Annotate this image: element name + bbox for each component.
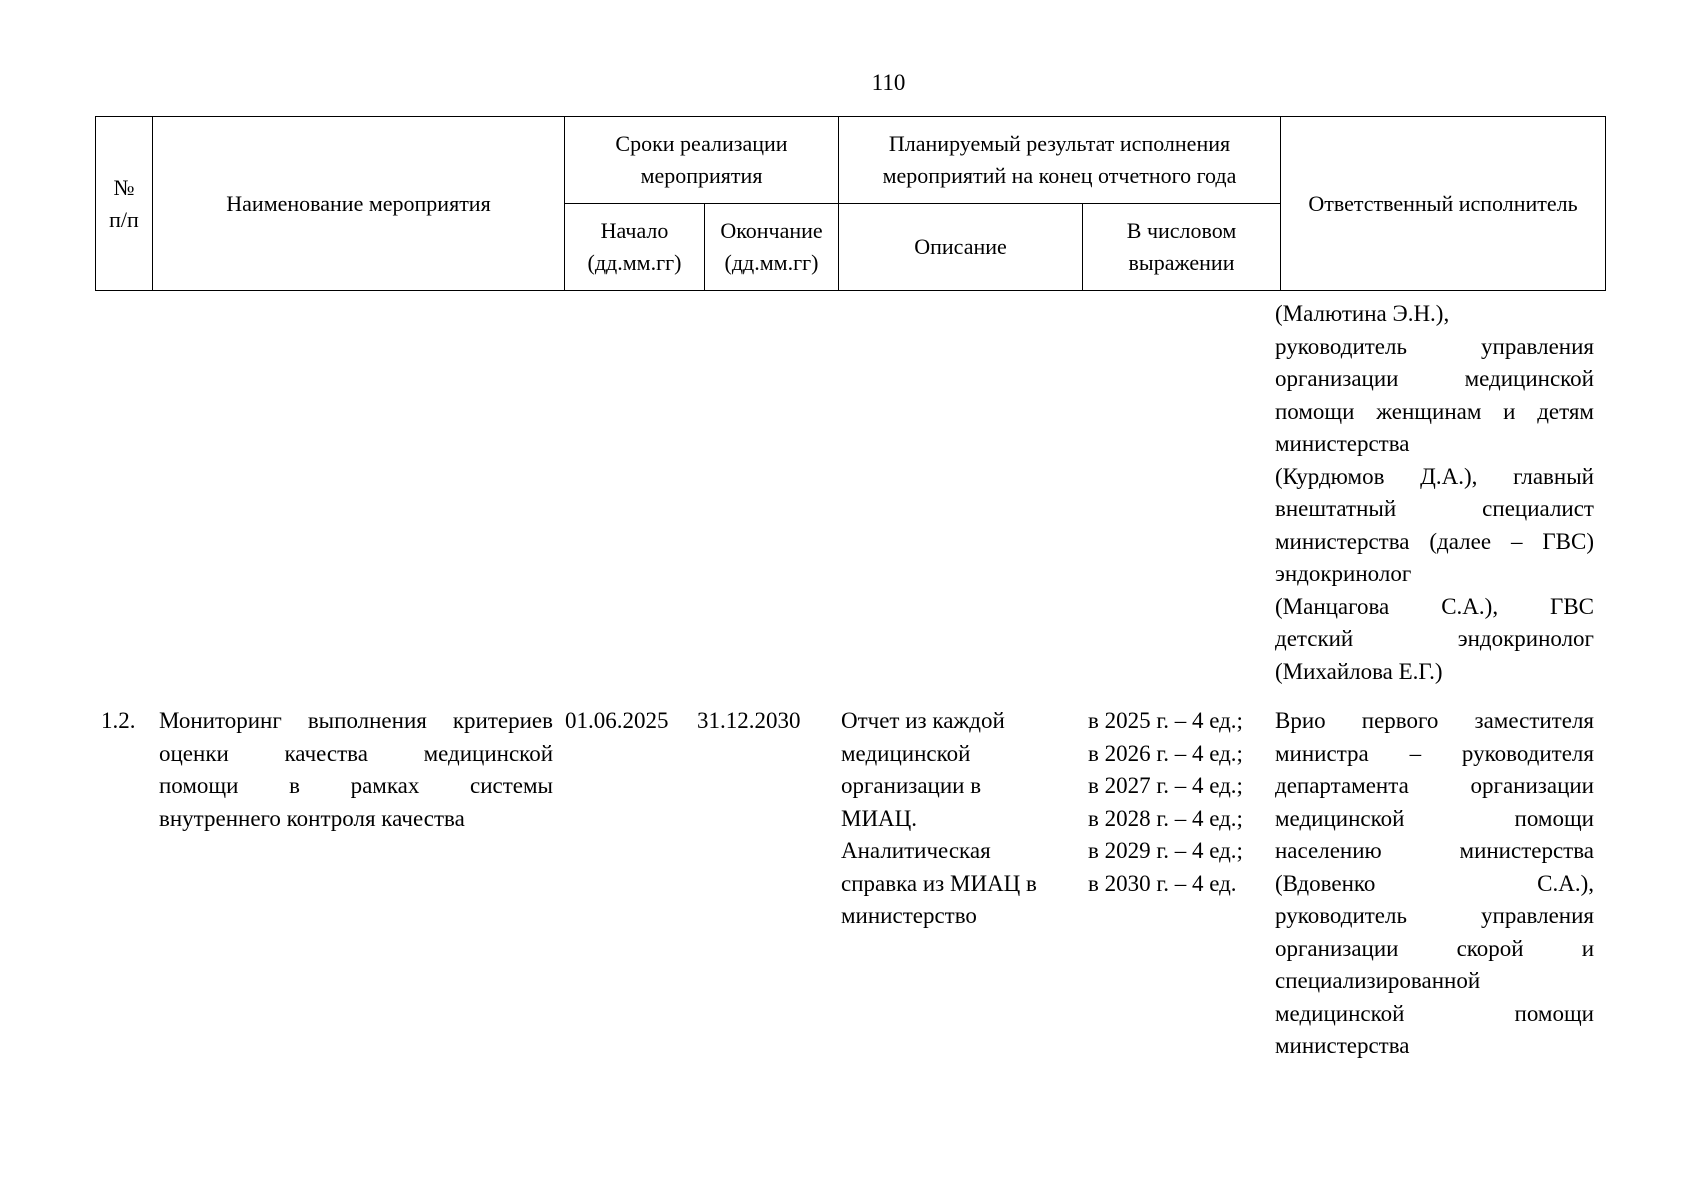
header-terms: Сроки реализации мероприятия bbox=[565, 117, 839, 204]
text-line: (Манцагова С.А.), ГВС bbox=[1275, 593, 1594, 619]
text-line: (Михайлова Е.Г.) bbox=[1275, 658, 1443, 684]
row-end-date: 31.12.2030 bbox=[697, 708, 801, 733]
text-line: детский эндокринолог bbox=[1275, 626, 1594, 651]
text-line: в 2027 г. – 4 ед.; bbox=[1088, 773, 1243, 798]
table-header bbox=[95, 116, 1606, 291]
text-line: Мониторинг выполнения критериев bbox=[159, 708, 553, 733]
text-line: медицинской bbox=[841, 740, 971, 766]
text-line: в 2028 г. – 4 ед.; bbox=[1088, 805, 1243, 831]
header-description: Описание bbox=[839, 204, 1083, 291]
text-line: в 2025 г. – 4 ед.; bbox=[1088, 708, 1243, 733]
text-line: оценки качества медицинской bbox=[159, 740, 553, 766]
row-responsible bbox=[1275, 705, 1594, 1063]
text-line: организации медицинской bbox=[1275, 366, 1594, 391]
text-line: организации в bbox=[841, 773, 982, 798]
header-start: Начало (дд.мм.гг) bbox=[565, 204, 705, 291]
text-line: организации скорой и bbox=[1275, 935, 1594, 961]
header-responsible: Ответственный исполнитель bbox=[1281, 117, 1606, 291]
text-line: в 2029 г. – 4 ед.; bbox=[1088, 838, 1243, 863]
text-line: помощи женщинам и детям bbox=[1275, 398, 1594, 424]
text-line: внутреннего контроля качества bbox=[159, 805, 465, 831]
text-line: Врио первого заместителя bbox=[1275, 708, 1594, 733]
text-line: помощи в рамках системы bbox=[159, 773, 553, 798]
header-name: Наименование мероприятия bbox=[153, 117, 565, 291]
text-line: руководитель управления bbox=[1275, 903, 1594, 928]
text-line: министерства (далее – ГВС) bbox=[1275, 528, 1594, 554]
text-line: (Вдовенко С.А.), bbox=[1275, 870, 1594, 896]
row-name bbox=[159, 705, 553, 835]
text-line: департамента организации bbox=[1275, 773, 1594, 798]
text-line: эндокринолог bbox=[1275, 561, 1412, 586]
text-line: (Малютина Э.Н.), bbox=[1275, 301, 1450, 326]
text-line: (Курдюмов Д.А.), главный bbox=[1275, 463, 1594, 489]
text-line: руководитель управления bbox=[1275, 333, 1594, 359]
text-line: справка из МИАЦ в bbox=[841, 870, 1037, 896]
text-line: внештатный специалист bbox=[1275, 496, 1594, 521]
text-line: министерства bbox=[1275, 1033, 1410, 1058]
text-line: министра – руководителя bbox=[1275, 740, 1594, 766]
text-line: МИАЦ. bbox=[841, 805, 918, 831]
text-line: в 2026 г. – 4 ед.; bbox=[1088, 740, 1243, 766]
row-numeric bbox=[1088, 705, 1268, 900]
header-numeric: В числовом выражении bbox=[1083, 204, 1281, 291]
text-line: министерства bbox=[1275, 431, 1410, 456]
text-line: министерство bbox=[841, 903, 977, 928]
header-result: Планируемый результат исполнения мероприятий на конец отчетного года bbox=[839, 117, 1281, 204]
page-number: 110 bbox=[871, 70, 906, 95]
header-num: № п/п bbox=[96, 117, 153, 291]
row-start-date: 01.06.2025 bbox=[565, 708, 669, 733]
text-line: медицинской помощи bbox=[1275, 1000, 1594, 1026]
text-line: населению министерства bbox=[1275, 838, 1594, 863]
text-line: Отчет из каждой bbox=[841, 708, 1005, 733]
text-line: в 2030 г. – 4 ед. bbox=[1088, 870, 1237, 896]
text-line: специализированной bbox=[1275, 968, 1481, 993]
row-number: 1.2. bbox=[101, 708, 136, 733]
text-line: медицинской помощи bbox=[1275, 805, 1594, 831]
header-end: Окончание (дд.мм.гг) bbox=[705, 204, 839, 291]
row-description bbox=[841, 705, 1066, 933]
continued-responsible-cell bbox=[1275, 290, 1594, 688]
text-line: Аналитическая bbox=[841, 838, 991, 863]
